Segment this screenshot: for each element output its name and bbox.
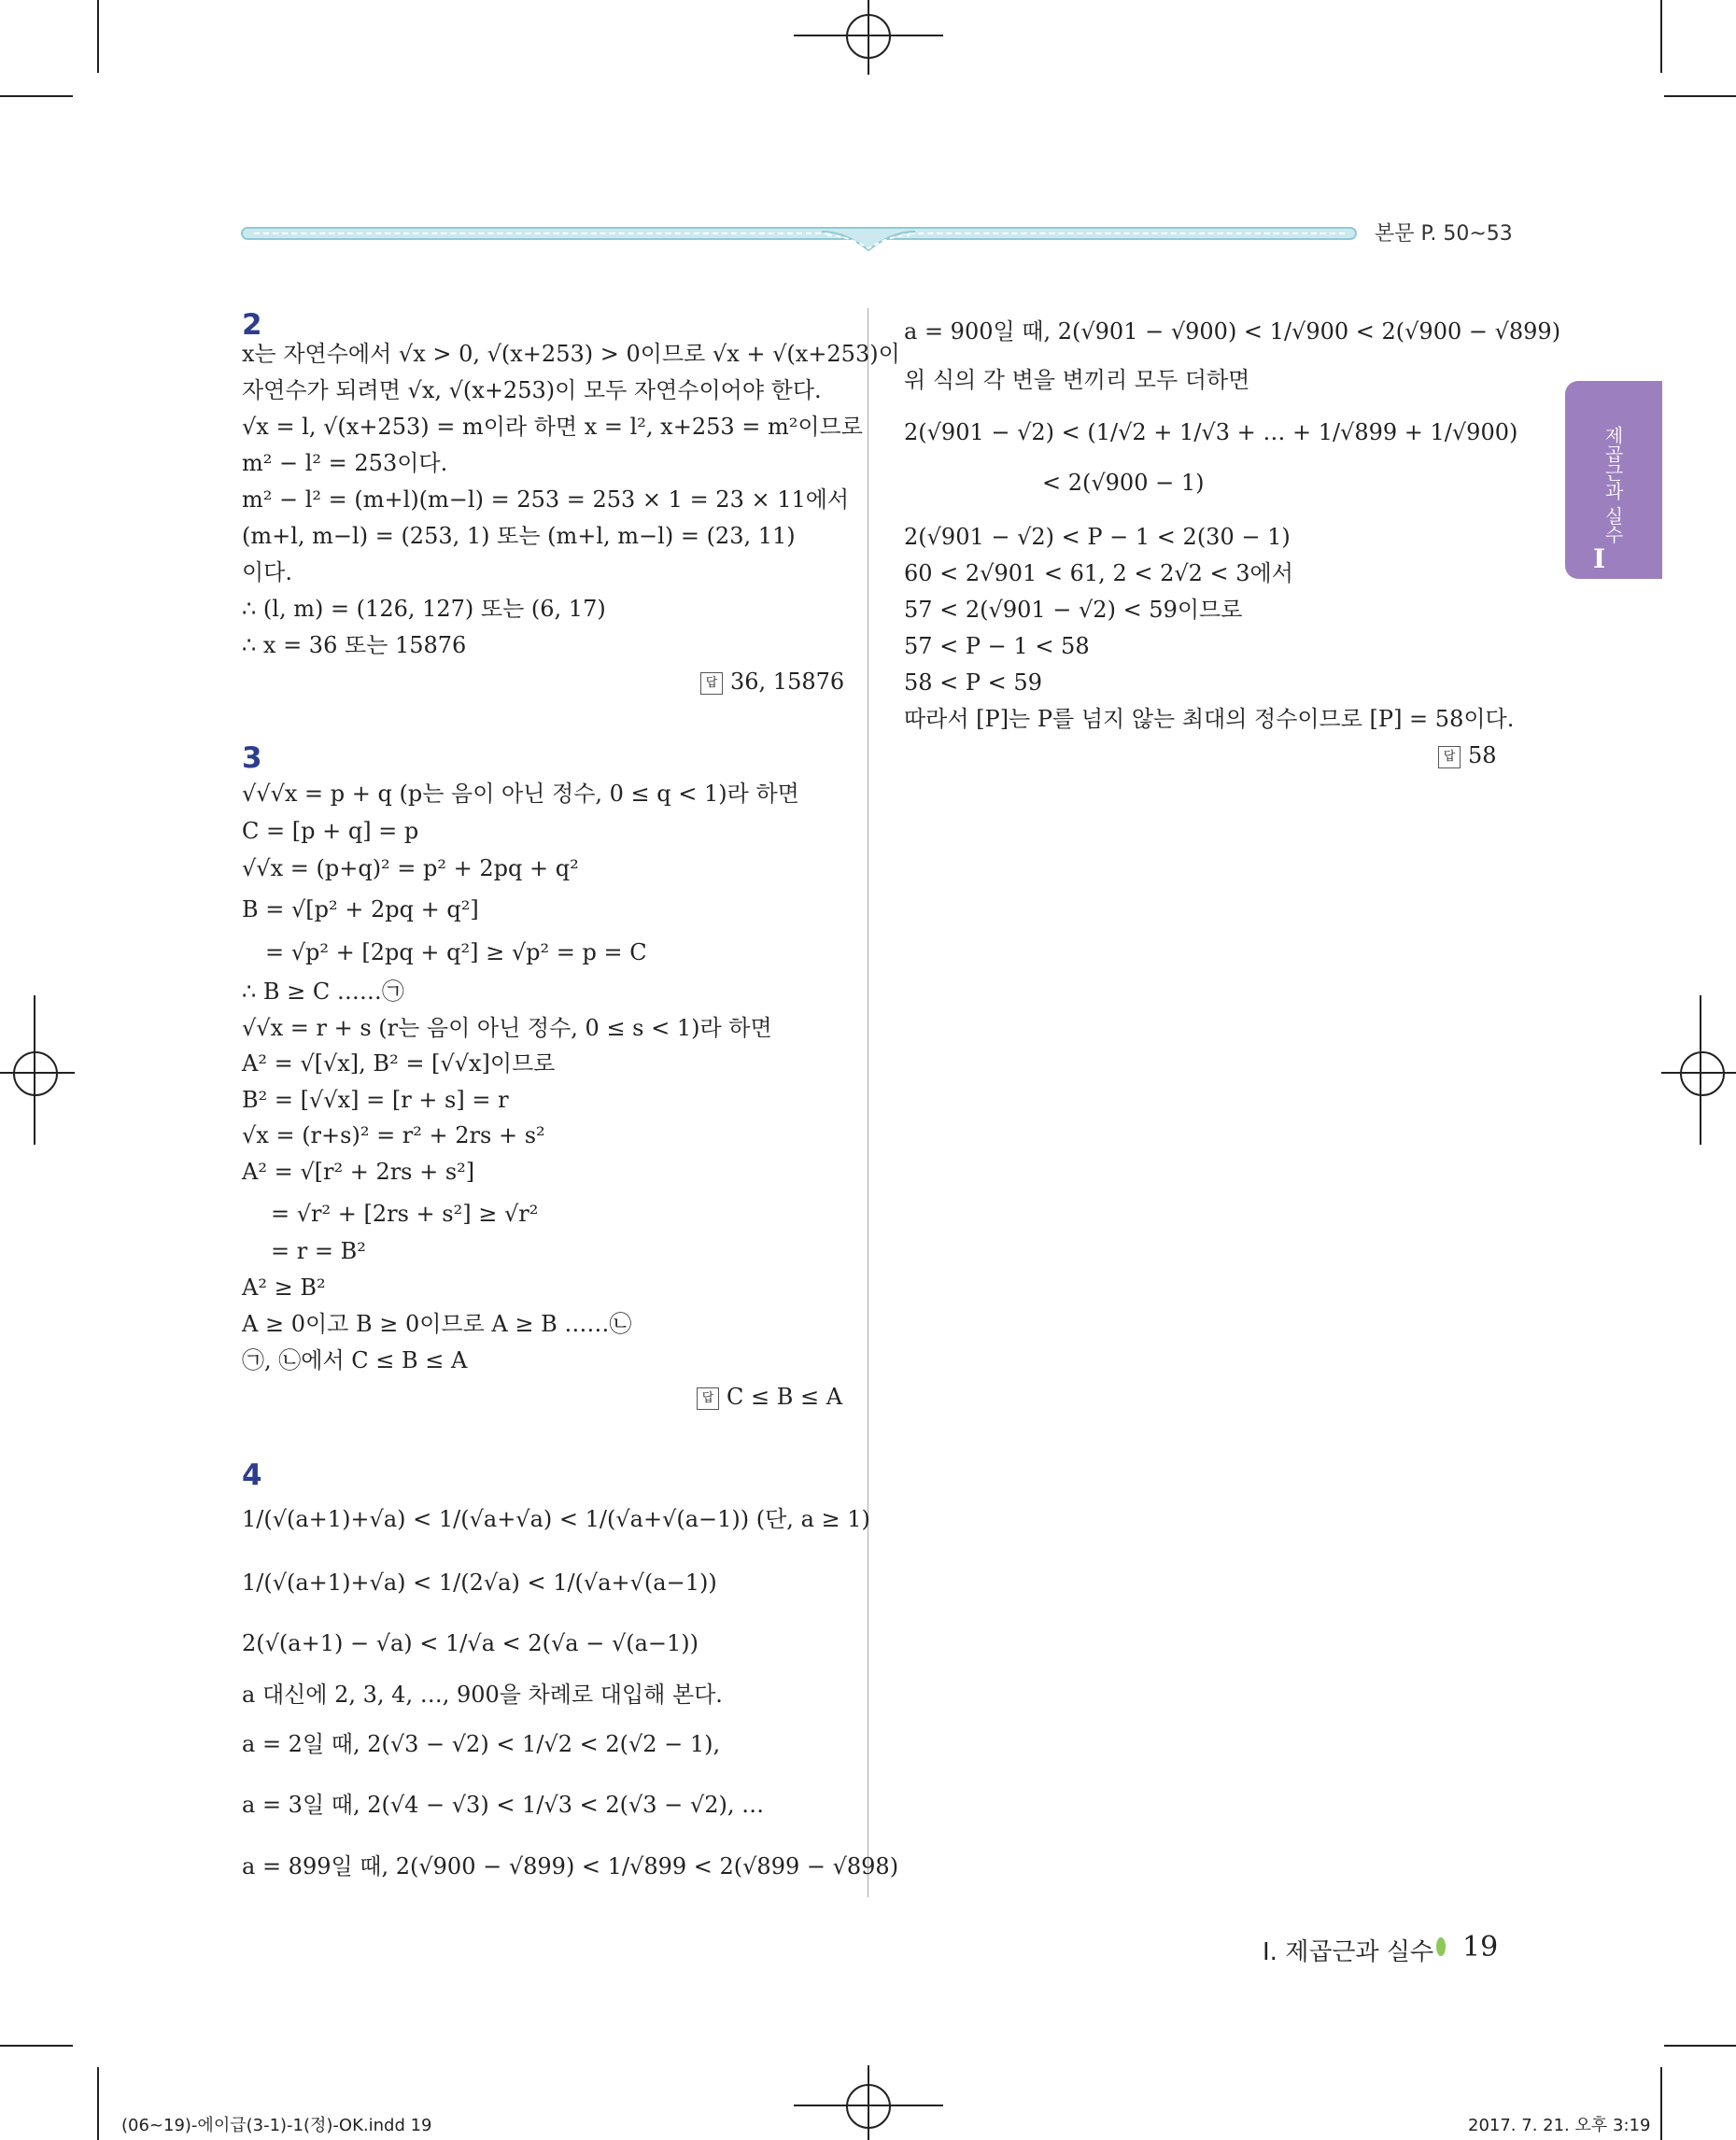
ribbon-notch xyxy=(822,220,915,258)
solution-line: √x = (r+s)² = r² + 2rs + s² xyxy=(242,1122,545,1148)
crop-mark xyxy=(1664,95,1736,97)
crop-mark xyxy=(97,2067,99,2140)
solution-line: a = 3일 때, 2(√4 − √3) < 1/√3 < 2(√3 − √2), … xyxy=(242,1792,765,1818)
registration-mark-line xyxy=(868,0,869,75)
slug-date-info: 2017. 7. 21. 오후 3:19 xyxy=(1468,2116,1651,2135)
crop-mark xyxy=(1660,0,1662,73)
chapter-tab-label: 제곱근과 실수 xyxy=(1602,426,1624,544)
answer-mark: 답 xyxy=(1438,746,1461,768)
solution-line: a 대신에 2, 3, 4, …, 900을 차례로 대입해 본다. xyxy=(242,1682,723,1708)
solution-line: x는 자연수에서 √x > 0, √(x+253) > 0이므로 √x + √(x+253)이 xyxy=(242,341,900,367)
solution-line: m² − l² = (m+l)(m−l) = 253 = 253 × 1 = 23 × 11에서 xyxy=(242,486,850,513)
solution-line: 57 < P − 1 < 58 xyxy=(904,633,1090,659)
solution-line: ∴ (l, m) = (126, 127) 또는 (6, 17) xyxy=(242,596,606,622)
solution-line: = √p² + [2pq + q²] ≥ √p² = p = C xyxy=(265,939,647,965)
crop-mark xyxy=(0,2045,73,2047)
crop-mark xyxy=(1660,2067,1662,2140)
crop-mark xyxy=(1664,2045,1736,2047)
answer-value: 58 xyxy=(1468,742,1497,768)
solution-line: A² = √[√x], B² = [√√x]이므로 xyxy=(242,1050,556,1077)
solution-line: = r = B² xyxy=(271,1238,366,1264)
crop-mark xyxy=(0,95,73,97)
solution-line: a = 2일 때, 2(√3 − √2) < 1/√2 < 2(√2 − 1), xyxy=(242,1731,721,1757)
solution-line: 57 < 2(√901 − √2) < 59이므로 xyxy=(904,597,1243,623)
solution-line: A ≥ 0이고 B ≥ 0이므로 A ≥ B ……㉡ xyxy=(242,1311,632,1337)
question-number: 2 xyxy=(242,308,262,342)
page-reference: 본문 P. 50~53 xyxy=(1375,222,1513,246)
answer-mark: 답 xyxy=(700,672,723,695)
solution-line: ∴ x = 36 또는 15876 xyxy=(242,632,467,658)
solution-line: 2(√901 − √2) < P − 1 < 2(30 − 1) xyxy=(904,524,1291,550)
solution-line: A² ≥ B² xyxy=(242,1274,326,1301)
solution-line: 1/(√(a+1)+√a) < 1/(2√a) < 1/(√a+√(a−1)) xyxy=(242,1570,717,1596)
solution-line: 따라서 [P]는 P를 넘지 않는 최대의 정수이므로 [P] = 58이다. xyxy=(904,706,1515,732)
solution-line: 이다. xyxy=(242,559,292,585)
answer-mark: 답 xyxy=(697,1387,719,1410)
solution-line: √x = l, √(x+253) = m이라 하면 x = l², x+253 = m²이므로 xyxy=(242,414,863,440)
registration-mark-line xyxy=(0,1072,75,1074)
answer-line xyxy=(1438,742,1497,768)
solution-line: (m+l, m−l) = (253, 1) 또는 (m+l, m−l) = (23, 11) xyxy=(242,523,796,549)
answer-line xyxy=(700,669,844,695)
solution-line: √√√x = p + q (p는 음이 아닌 정수, 0 ≤ q < 1)라 하면 xyxy=(242,781,799,807)
answer-value: 36, 15876 xyxy=(730,669,845,695)
solution-line: a = 899일 때, 2(√900 − √899) < 1/√899 < 2(√899 − √898) xyxy=(242,1853,899,1880)
question-number: 3 xyxy=(242,741,262,775)
solution-line: m² − l² = 253이다. xyxy=(242,450,448,476)
solution-line: 1/(√(a+1)+√a) < 1/(√a+√a) < 1/(√a+√(a−1)) (단, a ≥ 1) xyxy=(242,1506,870,1532)
chapter-title: I. 제곱근과 실수 xyxy=(1263,1938,1434,1966)
slug-file-info: (06~19)-에이급(3-1)-1(정)-OK.indd 19 xyxy=(121,2116,432,2135)
solution-line: B = √[p² + 2pq + q²] xyxy=(242,896,479,922)
leaf-icon xyxy=(1436,1937,1446,1956)
solution-line: 2(√(a+1) − √a) < 1/√a < 2(√a − √(a−1)) xyxy=(242,1630,699,1656)
solution-line: 2(√901 − √2) < (1/√2 + 1/√3 + … + 1/√899 + 1/√900) xyxy=(904,419,1518,445)
solution-line: 60 < 2√901 < 61, 2 < 2√2 < 3에서 xyxy=(904,560,1293,586)
header-ribbon-stitch xyxy=(254,232,1345,234)
answer-value: C ≤ B ≤ A xyxy=(727,1384,843,1410)
solution-line: 자연수가 되려면 √x, √(x+253)이 모두 자연수이어야 한다. xyxy=(242,377,822,403)
registration-mark xyxy=(1680,1051,1725,1096)
chapter-tab-numeral: I xyxy=(1593,543,1606,574)
registration-mark-line xyxy=(868,2065,869,2140)
solution-line: ∴ B ≥ C ……㉠ xyxy=(242,978,404,1005)
solution-line: 위 식의 각 변을 변끼리 모두 더하면 xyxy=(904,367,1250,393)
registration-mark-line xyxy=(1661,1072,1736,1074)
solution-line: < 2(√900 − 1) xyxy=(1042,470,1205,496)
page-number: 19 xyxy=(1462,1931,1499,1964)
registration-mark-line xyxy=(1700,995,1701,1145)
solution-line: a = 900일 때, 2(√901 − √900) < 1/√900 < 2(√900 − √899) xyxy=(904,318,1561,345)
solution-line: C = [p + q] = p xyxy=(242,818,419,844)
solution-line: √√x = r + s (r는 음이 아닌 정수, 0 ≤ s < 1)라 하면 xyxy=(242,1015,772,1041)
solution-line: A² = √[r² + 2rs + s²] xyxy=(242,1159,475,1185)
registration-mark xyxy=(13,1051,58,1096)
answer-line xyxy=(697,1384,842,1410)
solution-line: √√x = (p+q)² = p² + 2pq + q² xyxy=(242,855,579,881)
registration-mark-line xyxy=(34,995,35,1145)
question-number: 4 xyxy=(242,1458,262,1492)
solution-line: 58 < P < 59 xyxy=(904,669,1042,696)
crop-mark xyxy=(97,0,99,73)
solution-line: B² = [√√x] = [r + s] = r xyxy=(242,1087,509,1113)
solution-line: ㉠, ㉡에서 C ≤ B ≤ A xyxy=(242,1347,468,1373)
solution-line: = √r² + [2rs + s²] ≥ √r² xyxy=(271,1201,539,1227)
